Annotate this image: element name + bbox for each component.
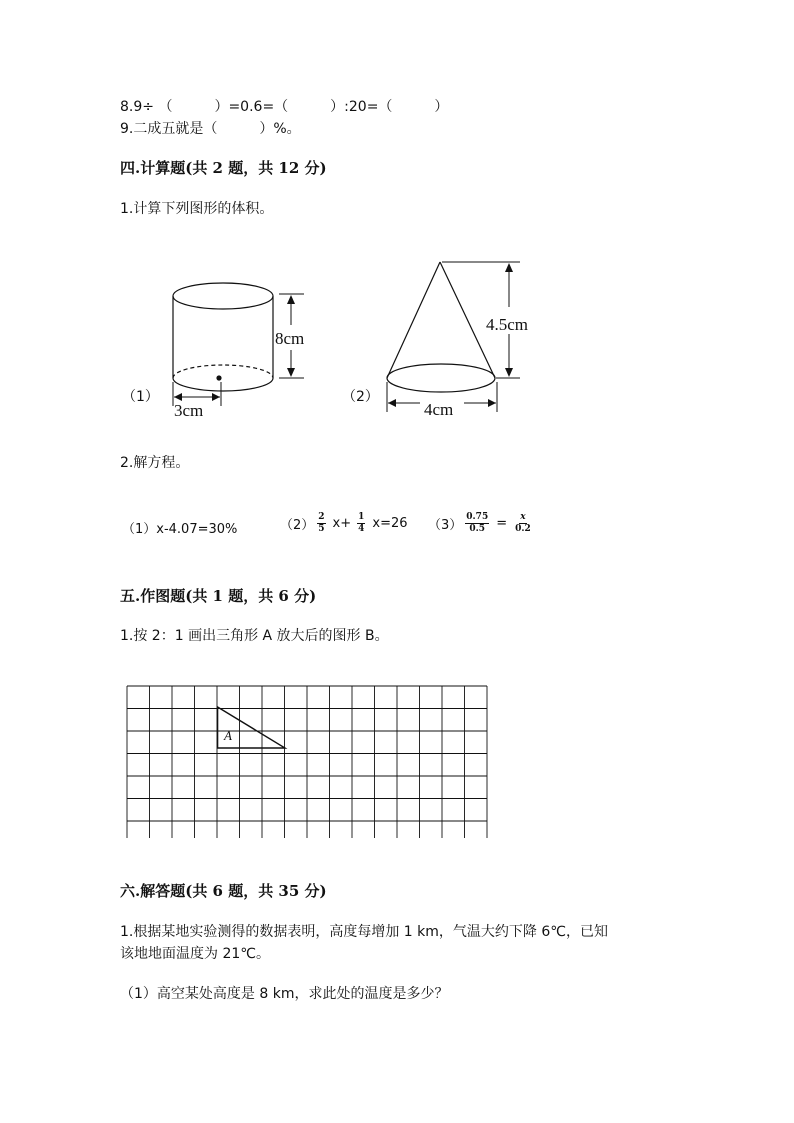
fraction-denominator: 5 [318, 524, 325, 534]
equals-sign: = [496, 516, 508, 531]
cylinder-height-label: 8cm [275, 329, 305, 348]
section-5-question-1: 1.按 2：1 画出三角形 A 放大后的图形 B。 [120, 628, 389, 644]
equation-2 [280, 512, 408, 535]
section-4-question-2: 2.解方程。 [120, 455, 190, 471]
question-8: 8.9÷ （ ）=0.6=（ ）:20=（ ） [120, 99, 449, 115]
fraction-denominator: 0.5 [469, 524, 486, 534]
cone-diameter-label: 4cm [424, 400, 454, 419]
section-4-question-1: 1.计算下列图形的体积。 [120, 201, 274, 217]
equation-2-suffix: x=26 [372, 516, 408, 531]
fraction-denominator: 0.2 [515, 524, 531, 534]
section-6-heading: 六.解答题(共 6 题，共 35 分) [120, 882, 327, 900]
section-6-subquestion-1: （1）高空某处高度是 8 km，求此处的温度是多少？ [120, 986, 449, 1002]
cylinder-radius-label: 3cm [174, 401, 204, 420]
cone-figure [380, 252, 550, 424]
drawing-grid[interactable] [125, 684, 491, 838]
fraction-numerator: 2 [318, 512, 325, 522]
section-6-question-1-line-1: 1.根据某地实验测得的数据表明，高度每增加 1 km，气温大约下降 6℃，已知 [120, 924, 608, 940]
fraction-numerator: x [520, 512, 526, 522]
equation-3-prefix: （3） [428, 518, 463, 533]
fraction-right [514, 512, 532, 535]
cone-height-label: 4.5cm [486, 315, 529, 334]
fraction-numerator: 0.75 [466, 512, 489, 522]
fraction-one-quarter [357, 512, 365, 535]
fraction-numerator: 1 [358, 512, 365, 522]
section-6-question-1-line-2: 该地地面温度为 21℃。 [120, 946, 270, 962]
question-9: 9.二成五就是（ ）%。 [120, 121, 301, 137]
equation-3 [428, 512, 535, 535]
section-5-heading: 五.作图题(共 1 题，共 6 分) [120, 587, 317, 605]
fraction-left [465, 512, 489, 535]
fraction-denominator: 4 [358, 524, 365, 534]
cylinder-figure [160, 278, 320, 423]
section-4-heading: 四.计算题(共 2 题，共 12 分) [120, 159, 327, 177]
figure-1-label: （1） [122, 389, 159, 405]
equation-2-prefix: （2） [280, 518, 315, 533]
grid-lines [127, 686, 487, 838]
figure-2-label: （2） [342, 389, 379, 405]
triangle-a-label: A [224, 728, 232, 743]
equation-1: （1）x-4.07=30% [122, 522, 238, 537]
equation-2-middle: x+ [332, 516, 352, 531]
fraction-two-fifths [317, 512, 325, 535]
